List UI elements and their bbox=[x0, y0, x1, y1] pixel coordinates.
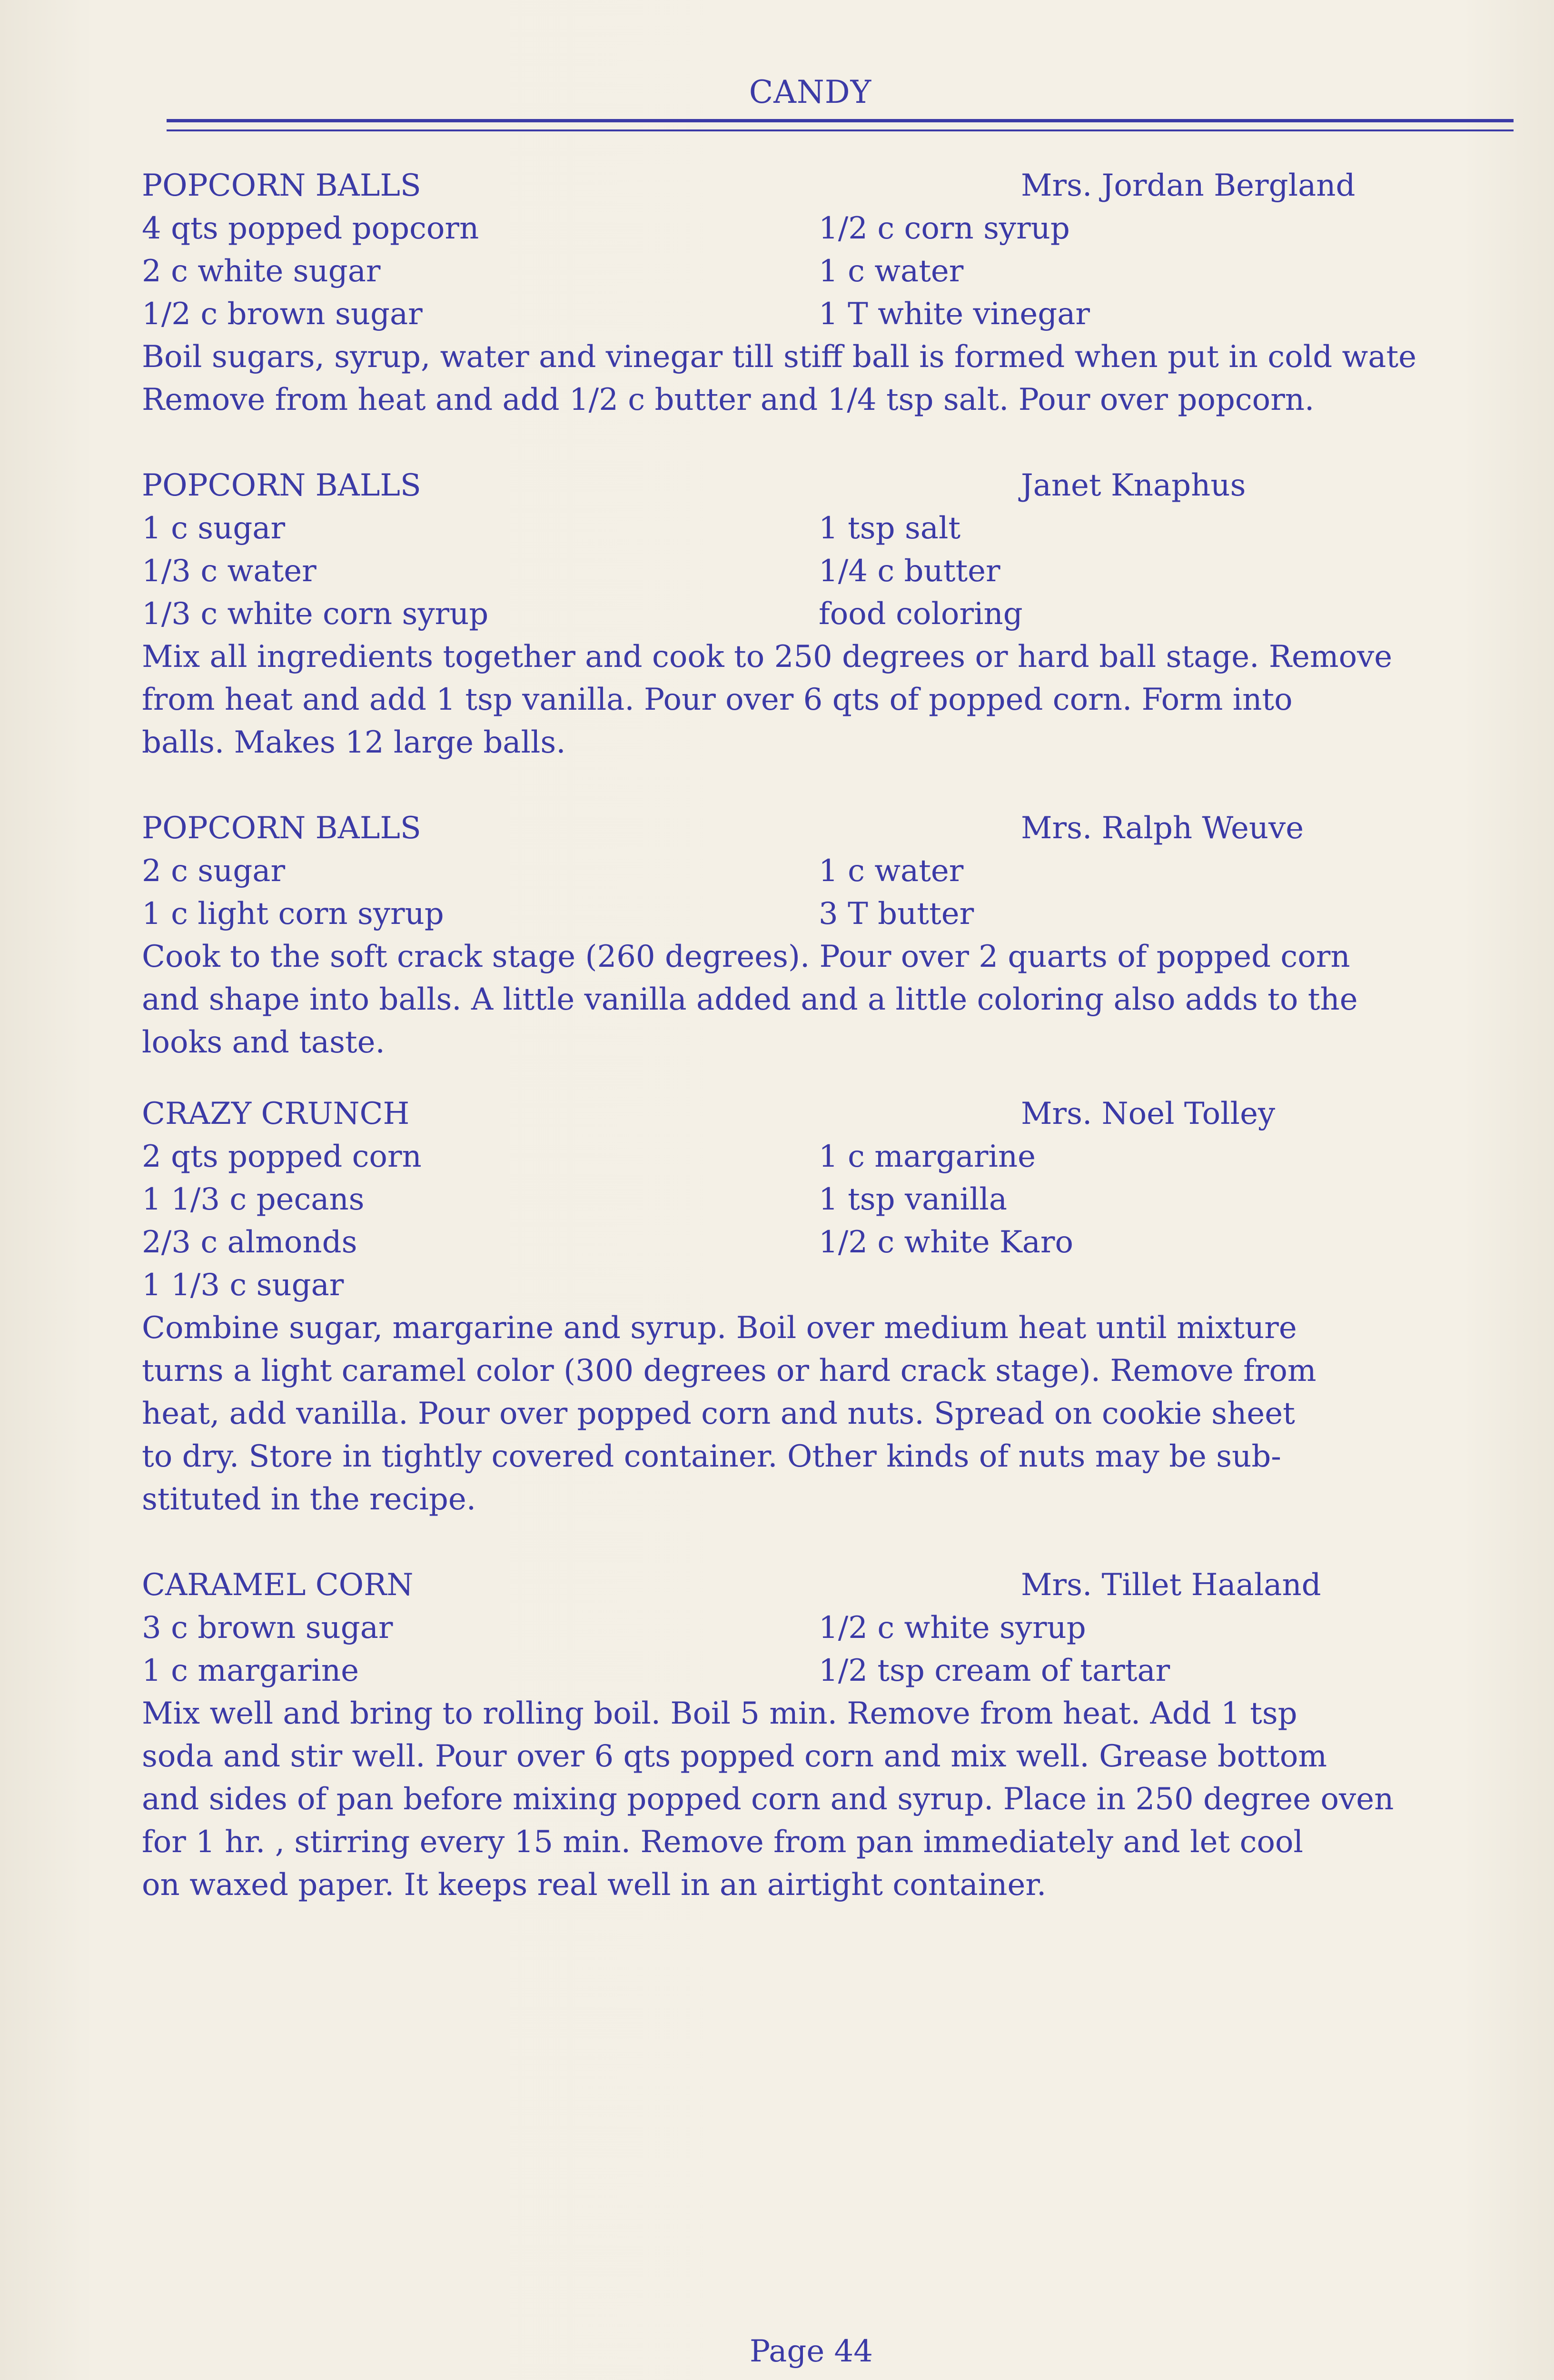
ingredient: 1/2 c brown sugar bbox=[142, 297, 423, 332]
instruction-line: Mix all ingredients together and cook to 250 degrees or hard ball stage. Remove bbox=[142, 639, 1393, 674]
instruction-line: balls. Makes 12 large balls. bbox=[142, 725, 566, 760]
recipe-title: POPCORN BALLS bbox=[142, 468, 421, 503]
recipe-title: POPCORN BALLS bbox=[142, 811, 421, 846]
instruction-line: Mix well and bring to rolling boil. Boil 5 min. Remove from heat. Add 1 tsp bbox=[142, 1696, 1297, 1731]
ingredient: 1/2 c corn syrup bbox=[819, 211, 1070, 246]
ingredient: 1/3 c water bbox=[142, 554, 317, 589]
instruction-line: to dry. Store in tightly covered container. Other kinds of nuts may be sub- bbox=[142, 1439, 1281, 1474]
ingredient: 1 c light corn syrup bbox=[142, 896, 444, 932]
ingredient: 2 c white sugar bbox=[142, 254, 381, 289]
ingredient: 1 tsp salt bbox=[819, 511, 961, 546]
instruction-line: and shape into balls. A little vanilla added and a little coloring also adds to the bbox=[142, 982, 1358, 1017]
recipe-title: CRAZY CRUNCH bbox=[142, 1096, 410, 1131]
page-header bbox=[0, 74, 1554, 110]
instruction-line: stituted in the recipe. bbox=[142, 1482, 476, 1517]
header-rule-thick bbox=[167, 119, 1514, 122]
ingredient: 1 1/3 c sugar bbox=[142, 1268, 344, 1303]
ingredient: 2 c sugar bbox=[142, 853, 286, 889]
ingredient: 2 qts popped corn bbox=[142, 1139, 422, 1174]
ingredient: 1 T white vinegar bbox=[819, 297, 1090, 332]
page-number: Page 44 bbox=[750, 2334, 873, 2369]
recipe-title: POPCORN BALLS bbox=[142, 168, 421, 203]
ingredient: 3 c brown sugar bbox=[142, 1610, 393, 1646]
recipe-author: Mrs. Noel Tolley bbox=[1021, 1096, 1276, 1131]
instruction-line: soda and stir well. Pour over 6 qts popped corn and mix well. Grease bottom bbox=[142, 1739, 1327, 1774]
ingredient: 1/4 c butter bbox=[819, 554, 1000, 589]
instruction-line: looks and taste. bbox=[142, 1025, 385, 1060]
ingredient: 1 c margarine bbox=[819, 1139, 1036, 1174]
ingredient: 3 T butter bbox=[819, 896, 974, 932]
ingredient: 1 1/3 c pecans bbox=[142, 1182, 365, 1217]
instruction-line: from heat and add 1 tsp vanilla. Pour over 6 qts of popped corn. Form into bbox=[142, 682, 1293, 717]
ingredient: 1/2 c white syrup bbox=[819, 1610, 1086, 1646]
instruction-line: turns a light caramel color (300 degrees or hard crack stage). Remove from bbox=[142, 1353, 1316, 1388]
ingredient: 1 tsp vanilla bbox=[819, 1182, 1008, 1217]
recipe-author: Mrs. Jordan Bergland bbox=[1021, 168, 1356, 203]
ingredient: 4 qts popped popcorn bbox=[142, 211, 479, 246]
instruction-line: Boil sugars, syrup, water and vinegar till stiff ball is formed when put in cold wate bbox=[142, 339, 1417, 375]
recipe-title: CARAMEL CORN bbox=[142, 1567, 414, 1603]
instruction-line: and sides of pan before mixing popped corn and syrup. Place in 250 degree oven bbox=[142, 1782, 1394, 1817]
ingredient: 2/3 c almonds bbox=[142, 1225, 357, 1260]
ingredient: 1 c water bbox=[819, 853, 964, 889]
recipe-author: Mrs. Ralph Weuve bbox=[1021, 811, 1304, 846]
instruction-line: for 1 hr. , stirring every 15 min. Remove from pan immediately and let cool bbox=[142, 1825, 1303, 1860]
instruction-line: Remove from heat and add 1/2 c butter and 1/4 tsp salt. Pour over popcorn. bbox=[142, 382, 1315, 417]
ingredient: 1 c margarine bbox=[142, 1653, 359, 1688]
instruction-line: on waxed paper. It keeps real well in an airtight container. bbox=[142, 1867, 1047, 1903]
instruction-line: Cook to the soft crack stage (260 degrees). Pour over 2 quarts of popped corn bbox=[142, 939, 1350, 974]
ingredient: 1 c water bbox=[819, 254, 964, 289]
ingredient: 1/2 c white Karo bbox=[819, 1225, 1074, 1260]
ingredient: 1 c sugar bbox=[142, 511, 286, 546]
instruction-line: heat, add vanilla. Pour over popped corn and nuts. Spread on cookie sheet bbox=[142, 1396, 1295, 1431]
ingredient: 1/3 c white corn syrup bbox=[142, 596, 489, 632]
header-text: CANDY bbox=[749, 74, 872, 110]
instruction-line: Combine sugar, margarine and syrup. Boil over medium heat until mixture bbox=[142, 1310, 1297, 1346]
recipe-author: Janet Knaphus bbox=[1021, 468, 1246, 503]
header-rule-thin bbox=[167, 129, 1514, 131]
recipe-author: Mrs. Tillet Haaland bbox=[1021, 1567, 1321, 1603]
ingredient: food coloring bbox=[819, 596, 1023, 632]
ingredient: 1/2 tsp cream of tartar bbox=[819, 1653, 1170, 1688]
